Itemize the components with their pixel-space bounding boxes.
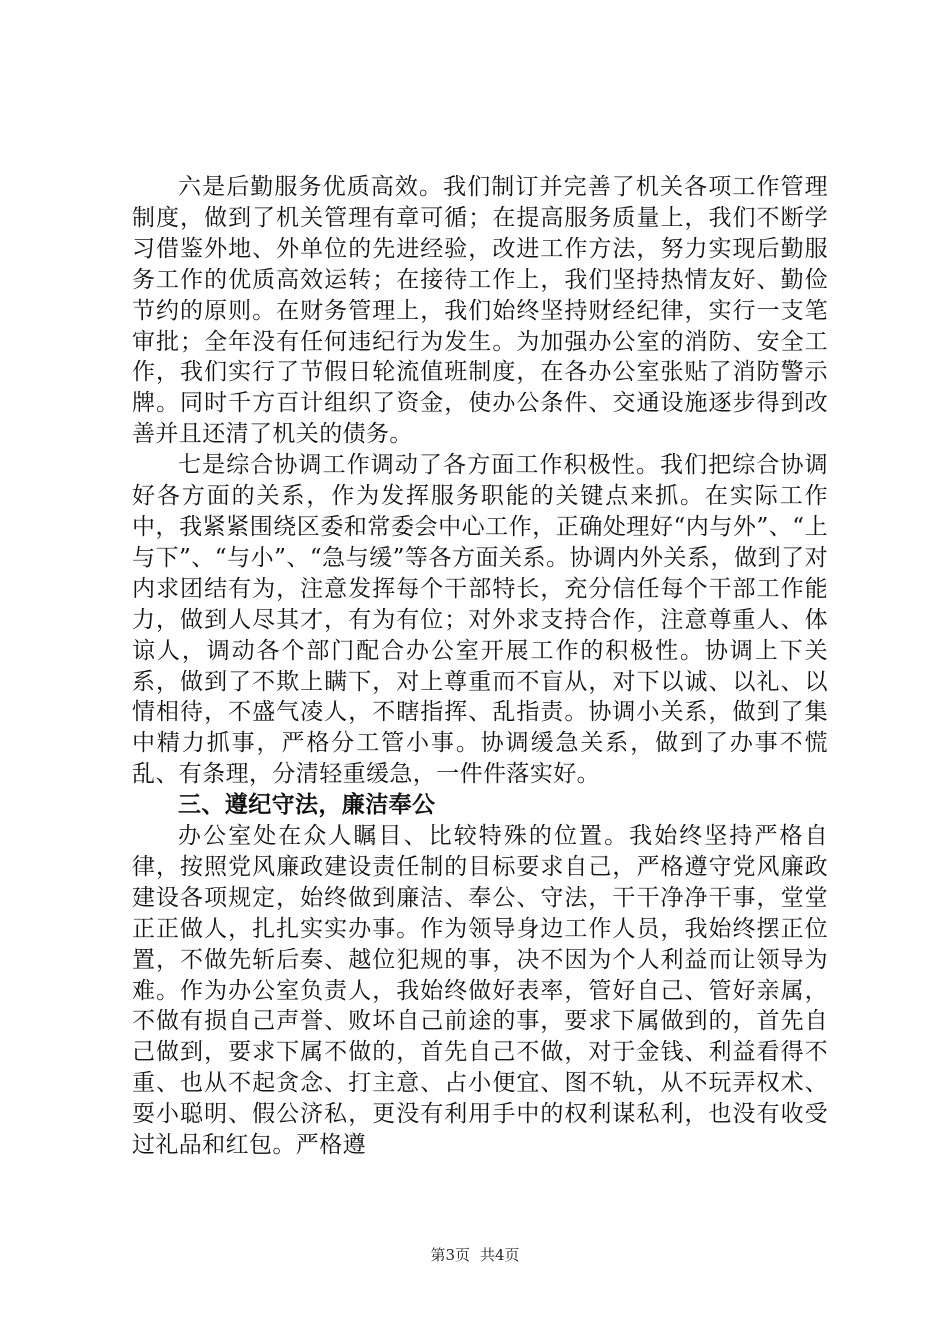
page-footer (0, 1244, 950, 1265)
paragraph-integrity: 办公室处在众人瞩目、比较特殊的位置。我始终坚持严格自律，按照党风廉政建设责任制的目标要求自己，严格遵守党风廉政建设各项规定，始终做到廉洁、奉公、守法，干干净净干事，堂堂正正做人，扎扎实实办事。作为领导身边工作人员，我始终摆正位置，不做先斩后奏、越位犯规的事，决不因为个人利益而让领导为难。作为办公室负责人，我始终做好表率，管好自己、管好亲属，不做有损自己声誉、败坏自己前途的事，要求下属做到的，首先自己做到，要求下属不做的，首先自己不做，对于金钱、利益看得不重、也从不起贪念、打主意、占小便宜、图不轨，从不玩弄权术、耍小聪明、假公济私，更没有利用手中的权利谋私利，也没有收受过礼品和红包。严格遵 (132, 823, 828, 1159)
paragraph-coordination: 七是综合协调工作调动了各方面工作积极性。我们把综合协调好各方面的关系，作为发挥服务职能的关键点来抓。在实际工作中，我紧紧围绕区委和常委会中心工作，正确处理好“内与外”、“上与下”、“与小”、“急与缓”等各方面关系。协调内外关系，做到了对内求团结有为，注意发挥每个干部特长，充分信任每个干部工作能力，做到人尽其才，有为有位；对外求支持合作，注意尊重人、体谅人，调动各个部门配合办公室开展工作的积极性。协调上下关系，做到了不欺上瞒下，对上尊重而不盲从，对下以诚、以礼、以情相待，不盛气凌人，不瞎指挥、乱指责。协调小关系，做到了集中精力抓事，严格分工管小事。协调缓急关系，做到了办事不慌乱、有条理，分清轻重缓急，一件件落实好。 (132, 452, 828, 788)
paragraph-logistics-service: 六是后勤服务优质高效。我们制订并完善了机关各项工作管理制度，做到了机关管理有章可循；在提高服务质量上，我们不断学习借鉴外地、外单位的先进经验，改进工作方法，努力实现后勤服务工作的优质高效运转；在接待工作上，我们坚持热情友好、勤俭节约的原则。在财务管理上，我们始终坚持财经纪律，实行一支笔审批；全年没有任何违纪行为发生。为加强办公室的消防、安全工作，我们实行了节假日轮流值班制度，在各办公室张贴了消防警示牌。同时千方百计组织了资金，使办公条件、交通设施逐步得到改善并且还清了机关的债务。 (132, 174, 828, 448)
page-number: 第3页 (430, 1246, 470, 1264)
section-heading-discipline: 三、遵纪守法，廉洁奉公 (178, 792, 436, 819)
page-total: 共4页 (480, 1246, 520, 1264)
document-body (132, 172, 828, 1161)
